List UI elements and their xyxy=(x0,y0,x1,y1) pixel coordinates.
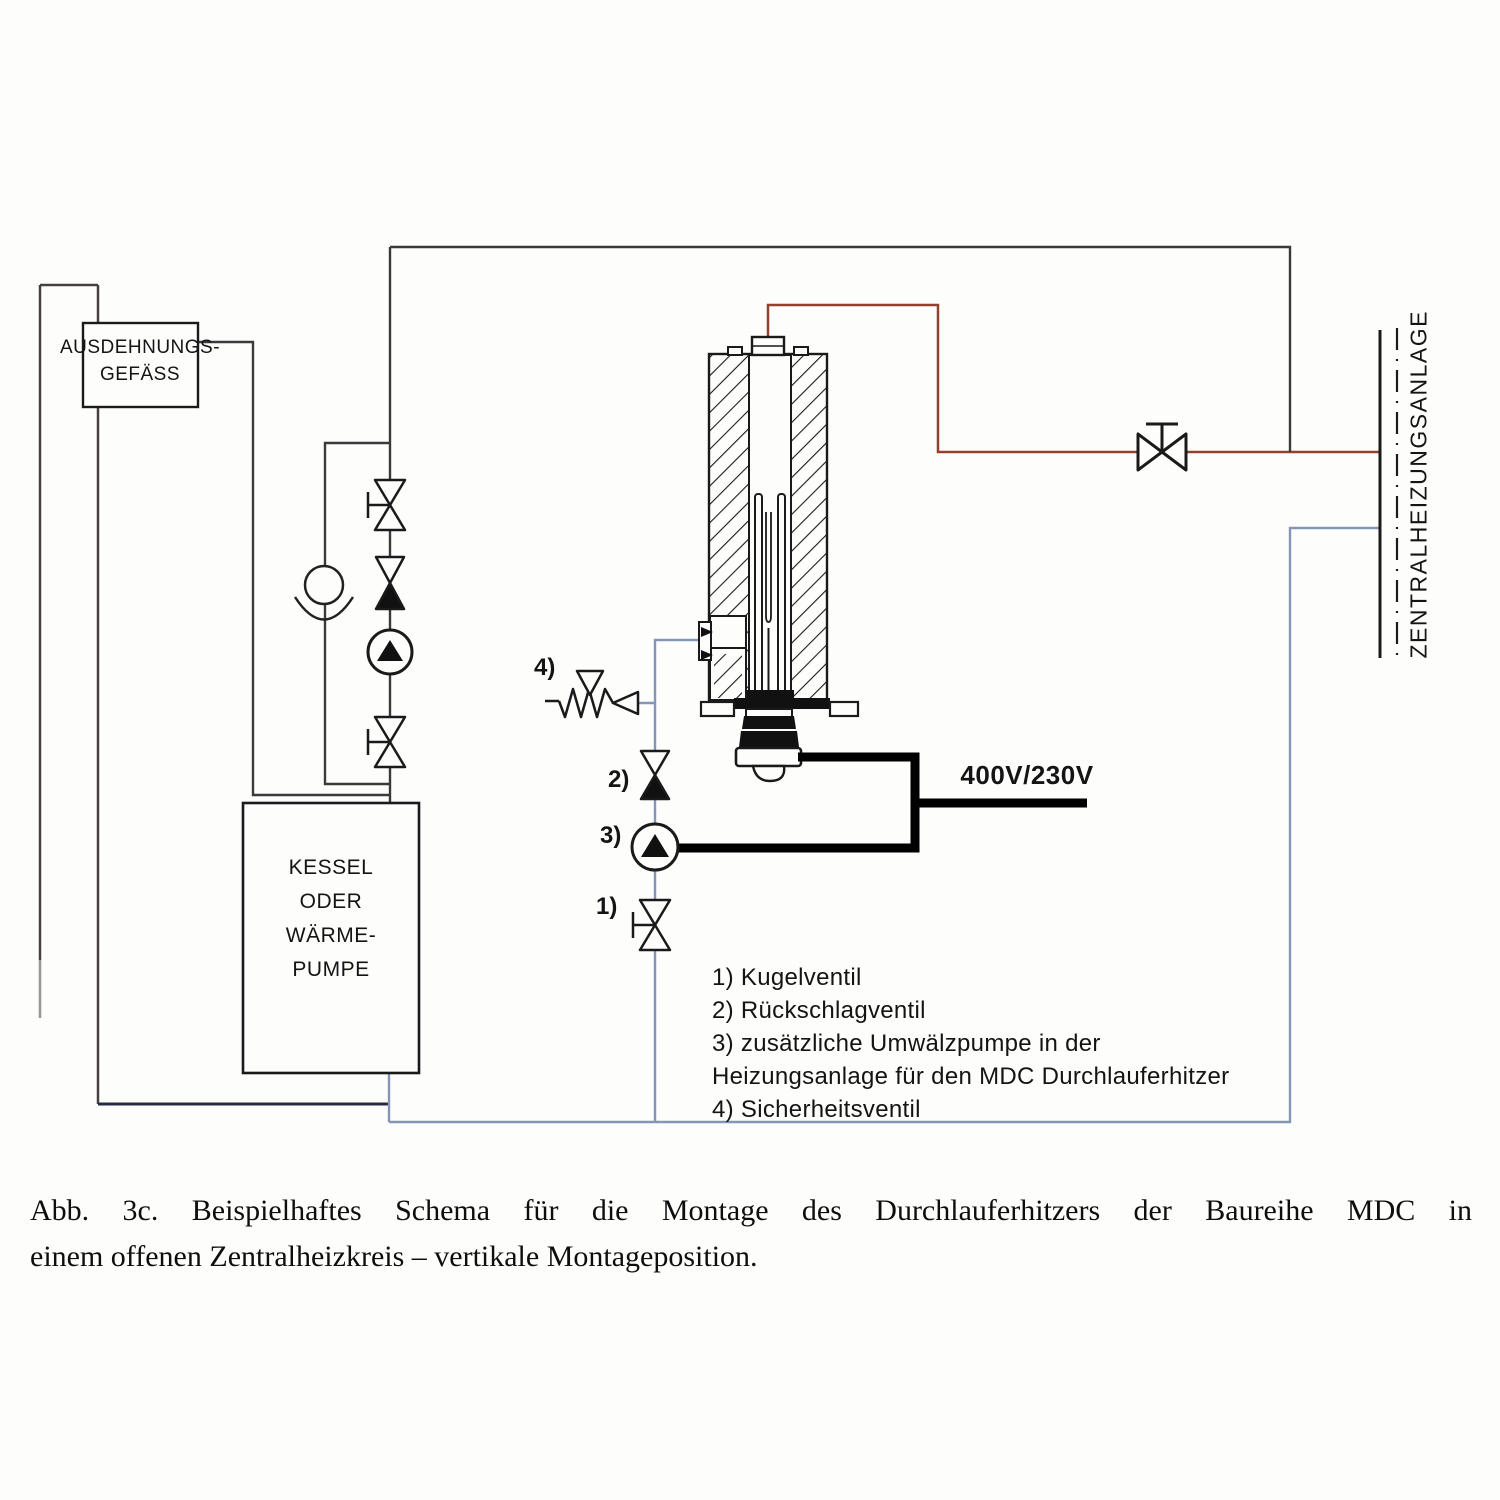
shutoff-valve-symbol xyxy=(1138,424,1186,470)
legend-item: 4) Sicherheitsventil xyxy=(712,1096,921,1123)
ball-valve-symbol-top xyxy=(368,480,405,530)
legend-block xyxy=(712,961,1292,1126)
boiler-line2: ODER xyxy=(299,890,363,913)
pump-symbol-left xyxy=(368,630,412,674)
boiler-line4: PUMPE xyxy=(292,958,370,981)
check-valve-symbol-main xyxy=(641,751,669,799)
power-voltage-label: 400V/230V xyxy=(960,760,1094,790)
heater-inlet xyxy=(699,616,746,700)
expansion-vessel-label xyxy=(40,334,240,388)
callout-4: 4) xyxy=(534,654,556,681)
heater-unit xyxy=(699,337,858,781)
legend-item: Heizungsanlage für den MDC Durchlauferhitzer xyxy=(712,1063,1230,1090)
boiler-label xyxy=(243,851,419,987)
central-heating-boundary xyxy=(1380,328,1397,658)
legend-item: 2) Rückschlagventil xyxy=(712,997,926,1024)
boiler-line1: KESSEL xyxy=(288,856,374,879)
callout-2: 2) xyxy=(608,766,630,793)
supply-pipe-red xyxy=(768,305,1380,452)
legend-item: 3) zusätzliche Umwälzpumpe in der xyxy=(712,1030,1101,1057)
caption-line1: Abb. 3c. Beispielhaftes Schema für die Montage des Durchlauferhitzers der Baureihe MDC in xyxy=(30,1194,1472,1227)
caption-line2: einem offenen Zentralheizkreis – vertikale Montageposition. xyxy=(30,1240,758,1273)
expansion-vessel-line1: AUSDEHNUNGS- xyxy=(59,337,221,358)
heater-flange-and-cable-gland xyxy=(701,698,858,781)
legend-item: 1) Kugelventil xyxy=(712,964,862,991)
ball-valve-symbol-main xyxy=(633,900,670,950)
boiler-line3: WÄRME- xyxy=(285,924,377,947)
callout-3: 3) xyxy=(600,822,622,849)
callout-1: 1) xyxy=(596,893,618,920)
ball-valve-symbol-bottom xyxy=(368,717,405,767)
check-valve-symbol-left xyxy=(376,557,404,609)
expansion-vessel-line2: GEFÄSS xyxy=(99,364,181,385)
pump-symbol-main xyxy=(632,824,678,870)
safety-valve-symbol xyxy=(545,671,638,717)
figure-caption xyxy=(30,1188,1472,1280)
central-heating-label: ZENTRALHEIZUNGSANLAGE xyxy=(1405,310,1432,659)
heater-top-fitting xyxy=(728,337,808,355)
